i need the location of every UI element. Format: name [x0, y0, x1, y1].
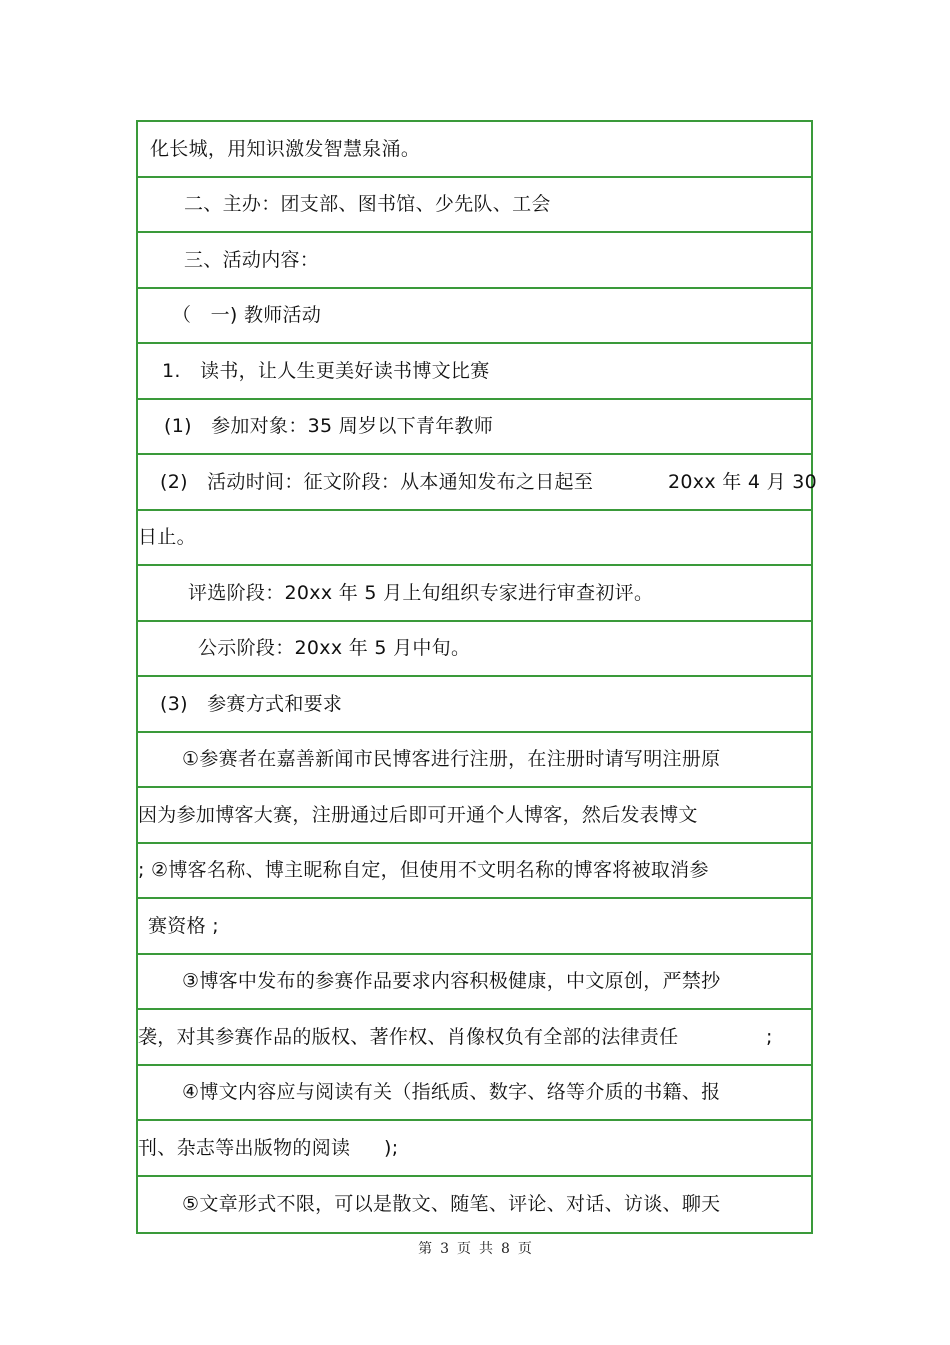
table-row: [138, 455, 817, 511]
text-line: ;: [766, 1025, 773, 1048]
text-line: ⑤文章形式不限，可以是散文、随笔、评论、对话、访谈、聊天: [182, 1193, 721, 1216]
text-line: 化长城，用知识激发智慧泉涌。: [150, 137, 421, 160]
page-footer: [0, 1238, 950, 1258]
table-row: [138, 233, 811, 289]
table-row: [138, 344, 811, 400]
footer-di: 第: [418, 1241, 433, 1257]
text-line: (3) 参赛方式和要求: [160, 692, 343, 715]
text-line: ; ②博客名称、博主昵称自定，但使用不文明名称的博客将被取消参: [138, 859, 709, 882]
table-row: [138, 1010, 811, 1066]
table-row: [138, 899, 811, 955]
table-row: [138, 400, 811, 456]
table-row: [138, 566, 811, 622]
text-line: （ 一) 教师活动: [172, 304, 322, 327]
text-line: ③博客中发布的参赛作品要求内容积极健康，中文原创，严禁抄: [182, 970, 721, 993]
footer-total-pages: 8: [501, 1241, 510, 1257]
text-line: );: [384, 1136, 399, 1159]
text-line: 评选阶段：20xx 年 5 月上旬组织专家进行审查初评。: [188, 581, 654, 604]
text-line: 公示阶段：20xx 年 5 月中旬。: [198, 637, 471, 660]
table-row: [138, 788, 811, 844]
table-row: [138, 1121, 811, 1177]
text-line: 1. 读书，让人生更美好读书博文比赛: [162, 359, 490, 382]
text-line: 20xx 年 4 月 30: [668, 470, 817, 493]
text-line: 三、活动内容：: [184, 248, 320, 271]
footer-ye2: 页: [517, 1241, 532, 1257]
table-row: [138, 622, 811, 678]
table-row: [138, 955, 811, 1011]
text-line: 袭，对其参赛作品的版权、著作权、肖像权负有全部的法律责任: [138, 1025, 679, 1048]
text-line: 赛资格 ;: [148, 914, 219, 937]
table-row: [138, 122, 811, 178]
table-row: [138, 1066, 811, 1122]
text-line: (1) 参加对象：35 周岁以下青年教师: [164, 415, 494, 438]
table-row: [138, 733, 811, 789]
table-row: [138, 677, 811, 733]
table-row: [138, 511, 811, 567]
table-row: [138, 1177, 811, 1233]
text-line: 日止。: [138, 526, 196, 549]
table-row: [138, 289, 811, 345]
table-row: [138, 178, 811, 234]
table-row: [138, 844, 811, 900]
text-line: 刊、杂志等出版物的阅读: [138, 1136, 351, 1159]
text-line: 二、主办：团支部、图书馆、少先队、工会: [184, 193, 551, 216]
text-line: 因为参加博客大赛，注册通过后即可开通个人博客，然后发表博文: [138, 803, 698, 826]
footer-gong: 共: [479, 1241, 493, 1257]
text-line: (2) 活动时间：征文阶段：从本通知发布之日起至: [160, 470, 594, 493]
document-body-table: [136, 120, 817, 1234]
text-line: ④博文内容应与阅读有关（指纸质、数字、络等介质的书籍、报: [182, 1081, 721, 1104]
text-line: ①参赛者在嘉善新闻市民博客进行注册，在注册时请写明注册原: [182, 748, 721, 771]
footer-current-page: 3: [440, 1241, 449, 1257]
footer-ye: 页: [457, 1241, 471, 1257]
